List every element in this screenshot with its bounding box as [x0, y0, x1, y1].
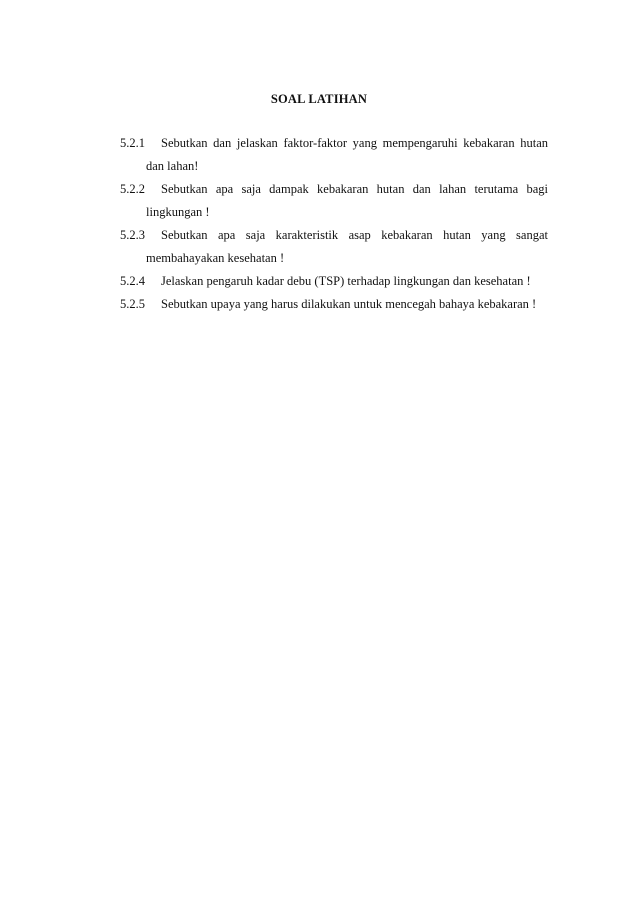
question-text: [120, 293, 548, 316]
question-text: [120, 224, 548, 270]
question-item: 5.2.3 Sebutkan apa saja karakteristik asap kebakaran hutan yang sangat membahayakan kesehatan !: [120, 224, 548, 270]
question-item: 5.2.2 Sebutkan apa saja dampak kebakaran hutan dan lahan terutama bagi lingkungan !: [120, 178, 548, 224]
question-text: [120, 178, 548, 224]
page-title: SOAL LATIHAN: [270, 92, 368, 106]
question-text: [120, 132, 548, 178]
question-line: dan lahan!: [146, 159, 199, 173]
question-line: membahayakan kesehatan !: [146, 251, 285, 265]
question-list: [120, 132, 548, 316]
question-item: 5.2.1 Sebutkan dan jelaskan faktor-faktor yang mempengaruhi kebakaran hutan dan lahan!: [120, 132, 548, 178]
question-line: Sebutkan dan jelaskan faktor-faktor yang mempengaruhi kebakaran hutan: [161, 136, 548, 150]
question-line: lingkungan !: [146, 205, 210, 219]
question-line: Jelaskan pengaruh kadar debu (TSP) terhadap lingkungan dan kesehatan !: [161, 274, 531, 288]
question-item: 5.2.4 Jelaskan pengaruh kadar debu (TSP) terhadap lingkungan dan kesehatan !: [120, 270, 548, 293]
question-line: Sebutkan upaya yang harus dilakukan untuk mencegah bahaya kebakaran !: [161, 297, 537, 311]
question-text: [120, 270, 548, 293]
question-item: 5.2.5 Sebutkan upaya yang harus dilakukan untuk mencegah bahaya kebakaran !: [120, 293, 548, 316]
question-line: Sebutkan apa saja dampak kebakaran hutan dan lahan terutama bagi: [161, 182, 548, 196]
question-line: Sebutkan apa saja karakteristik asap kebakaran hutan yang sangat: [161, 228, 548, 242]
